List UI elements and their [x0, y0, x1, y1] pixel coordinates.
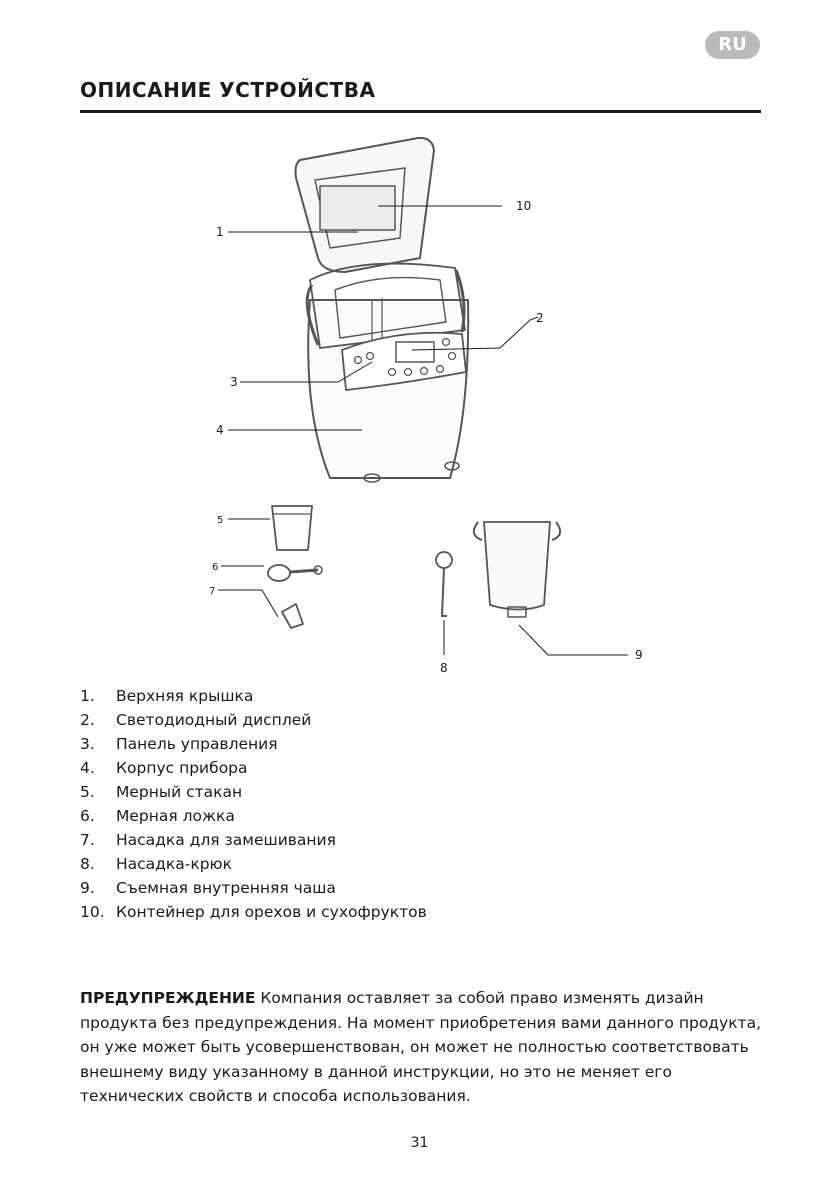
list-item-label: Корпус прибора	[116, 759, 248, 777]
list-item	[80, 684, 427, 708]
callout-10: 10	[516, 199, 532, 213]
callout-8: 8	[440, 661, 448, 675]
page-title: ОПИСАНИЕ УСТРОЙСТВА	[80, 78, 376, 102]
list-item-label: Контейнер для орехов и сухофруктов	[116, 903, 427, 921]
list-item-number: 1.	[80, 687, 95, 705]
warning-lead: ПРЕДУПРЕЖДЕНИЕ	[80, 989, 256, 1007]
list-item-number: 2.	[80, 711, 95, 729]
list-item-number: 7.	[80, 831, 95, 849]
measuring-spoon	[268, 565, 290, 581]
device-body	[308, 300, 468, 478]
list-item	[80, 804, 427, 828]
list-item	[80, 756, 427, 780]
list-item-number: 3.	[80, 735, 95, 753]
list-item-number: 5.	[80, 783, 95, 801]
page-number: 31	[410, 1135, 429, 1151]
list-item-number: 10.	[80, 903, 105, 921]
warning-text: Компания оставляет за собой право изменять дизайн продукта без предупреждения. На момент приобретения вами данного продукта, он уже может быть усовершенствован, он может не полностью соответствовать внешнему виду указанному в данной инструкции, но это не меняет его технических свойств и способа использования.	[80, 989, 762, 1105]
callout-4: 4	[216, 423, 224, 437]
language-badge: RU	[705, 31, 760, 59]
list-item-label: Насадка-крюк	[116, 855, 232, 873]
callout-9: 9	[635, 648, 643, 662]
list-item	[80, 780, 427, 804]
list-item-label: Панель управления	[116, 735, 278, 753]
bread-pan	[484, 522, 550, 610]
callout-2: 2	[536, 311, 544, 325]
list-item-label: Мерная ложка	[116, 807, 235, 825]
measuring-cup	[272, 506, 312, 550]
list-item	[80, 876, 427, 900]
callout-1: 1	[216, 225, 224, 239]
title-divider	[80, 110, 761, 113]
list-item-label: Насадка для замешивания	[116, 831, 336, 849]
parts-list	[80, 684, 427, 924]
list-item	[80, 708, 427, 732]
hook-tool	[436, 552, 452, 568]
kneading-paddle	[282, 604, 303, 628]
callout-3: 3	[230, 375, 238, 389]
list-item	[80, 828, 427, 852]
device-diagram	[0, 120, 839, 685]
list-item-number: 6.	[80, 807, 95, 825]
callout-5: 5	[217, 515, 224, 526]
list-item-label: Мерный стакан	[116, 783, 243, 801]
list-item-label: Съемная внутренняя чаша	[116, 879, 336, 897]
list-item	[80, 732, 427, 756]
callout-7: 7	[209, 586, 216, 597]
list-item	[80, 900, 427, 924]
callout-6: 6	[212, 562, 219, 573]
list-item-label: Светодиодный дисплей	[116, 711, 312, 729]
warning-notice	[80, 986, 770, 1109]
list-item	[80, 852, 427, 876]
list-item-number: 8.	[80, 855, 95, 873]
list-item-number: 4.	[80, 759, 95, 777]
nut-container	[320, 186, 395, 230]
list-item-label: Верхняя крышка	[116, 687, 254, 705]
list-item-number: 9.	[80, 879, 95, 897]
